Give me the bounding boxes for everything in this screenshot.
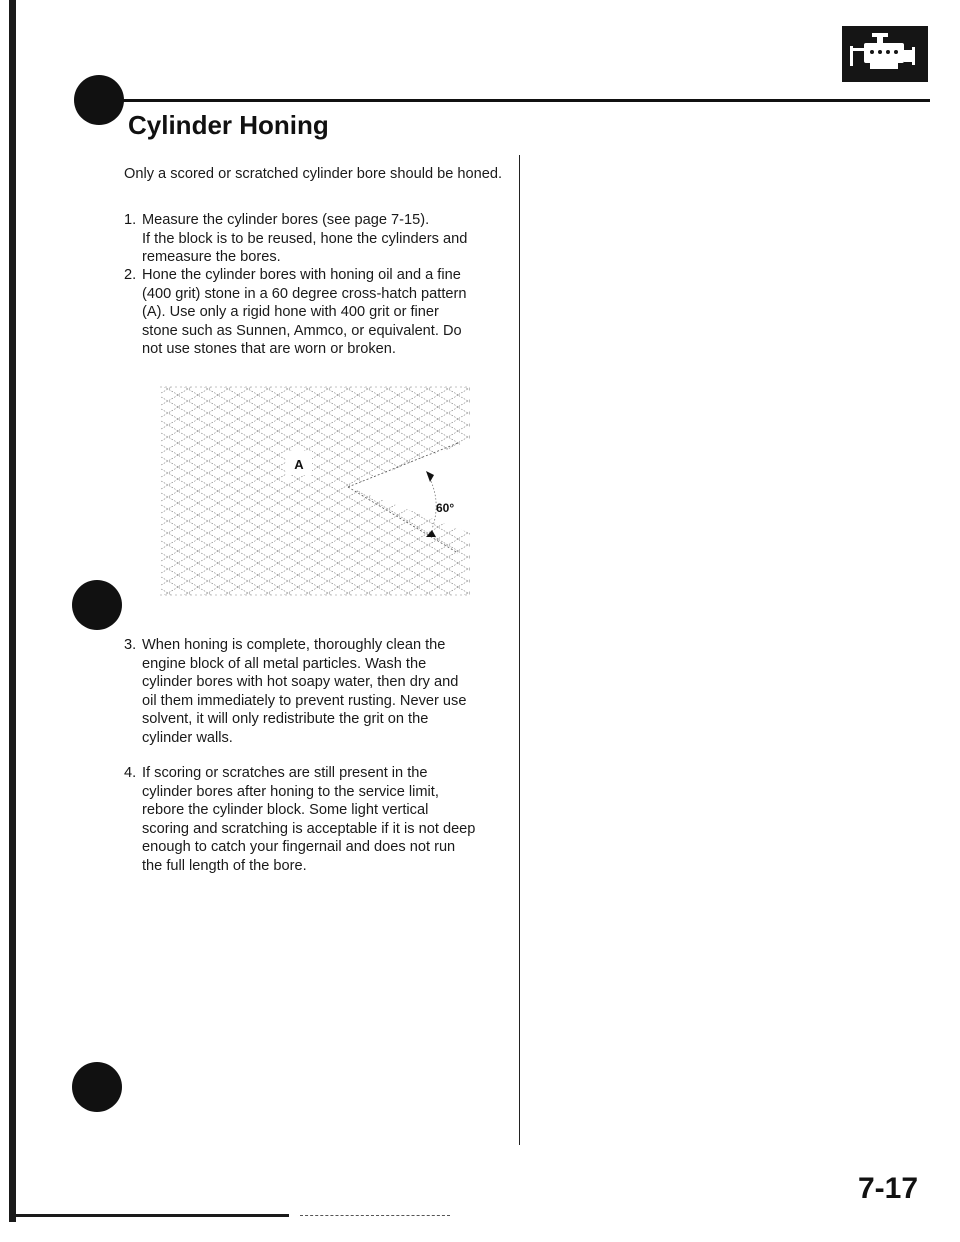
figure-label-a: A (294, 457, 304, 472)
punch-hole (72, 1062, 122, 1112)
angle-arrow-upper (426, 471, 434, 482)
step-line: remeasure the bores. (142, 249, 281, 265)
step-line: the full length of the bore. (142, 857, 307, 874)
step-line: scoring and scratching is acceptable if it is not deep (142, 820, 476, 837)
step-line: (400 grit) stone in a 60 degree cross-hatch pattern (142, 285, 467, 302)
header-rule (120, 99, 930, 102)
step-4 (124, 764, 512, 875)
step-number: 3. (124, 637, 137, 653)
crosshatch-figure (158, 383, 470, 599)
step-number: 4. (124, 765, 137, 781)
step-line: (A). Use only a rigid hone with 400 grit or finer (142, 304, 439, 320)
intro-paragraph (124, 165, 504, 184)
binding-edge-foot (9, 1214, 289, 1217)
step-line: solvent, it will only redistribute the grit on the (142, 711, 429, 727)
punch-hole (74, 75, 124, 125)
step-3 (124, 636, 512, 747)
step-line: cylinder bores after honing to the service limit, (142, 783, 439, 800)
dashed-rule (300, 1215, 450, 1217)
punch-hole (72, 580, 122, 630)
step-line: cylinder walls. (142, 729, 233, 746)
step-line: Hone the cylinder bores with honing oil and a fine (142, 267, 461, 283)
step-line: If the block is to be reused, hone the cylinders and (142, 230, 468, 247)
crosshatch-pattern (160, 387, 470, 595)
step-line: When honing is complete, thoroughly clean the (142, 637, 446, 653)
step-line: rebore the cylinder block. Some light vertical (142, 802, 429, 818)
step-number: 2. (124, 267, 137, 283)
step-line: If scoring or scratches are still present in the (142, 765, 428, 781)
step-line: engine block of all metal particles. Wash the (142, 655, 427, 672)
page-title: Cylinder Honing (128, 110, 329, 140)
step-2 (124, 266, 512, 359)
engine-block-icon (842, 26, 928, 82)
step-line: not use stones that are worn or broken. (142, 341, 396, 357)
page-number: 7-17 (858, 1172, 919, 1205)
step-1 (124, 211, 512, 267)
step-line: enough to catch your fingernail and does not run (142, 839, 456, 855)
step-line: stone such as Sunnen, Ammco, or equivalent. Do (142, 322, 462, 339)
angle-label: 60° (436, 501, 455, 515)
step-number: 1. (124, 212, 137, 228)
binding-edge (9, 0, 16, 1222)
step-line: oil them immediately to prevent rusting. Never use (142, 692, 467, 709)
step-line: Measure the cylinder bores (see page 7-15). (142, 212, 430, 228)
step-line: cylinder bores with hot soapy water, then dry and (142, 674, 459, 690)
intro-text: Only a scored or scratched cylinder bore should be honed. (124, 166, 503, 182)
column-divider (519, 155, 520, 1145)
